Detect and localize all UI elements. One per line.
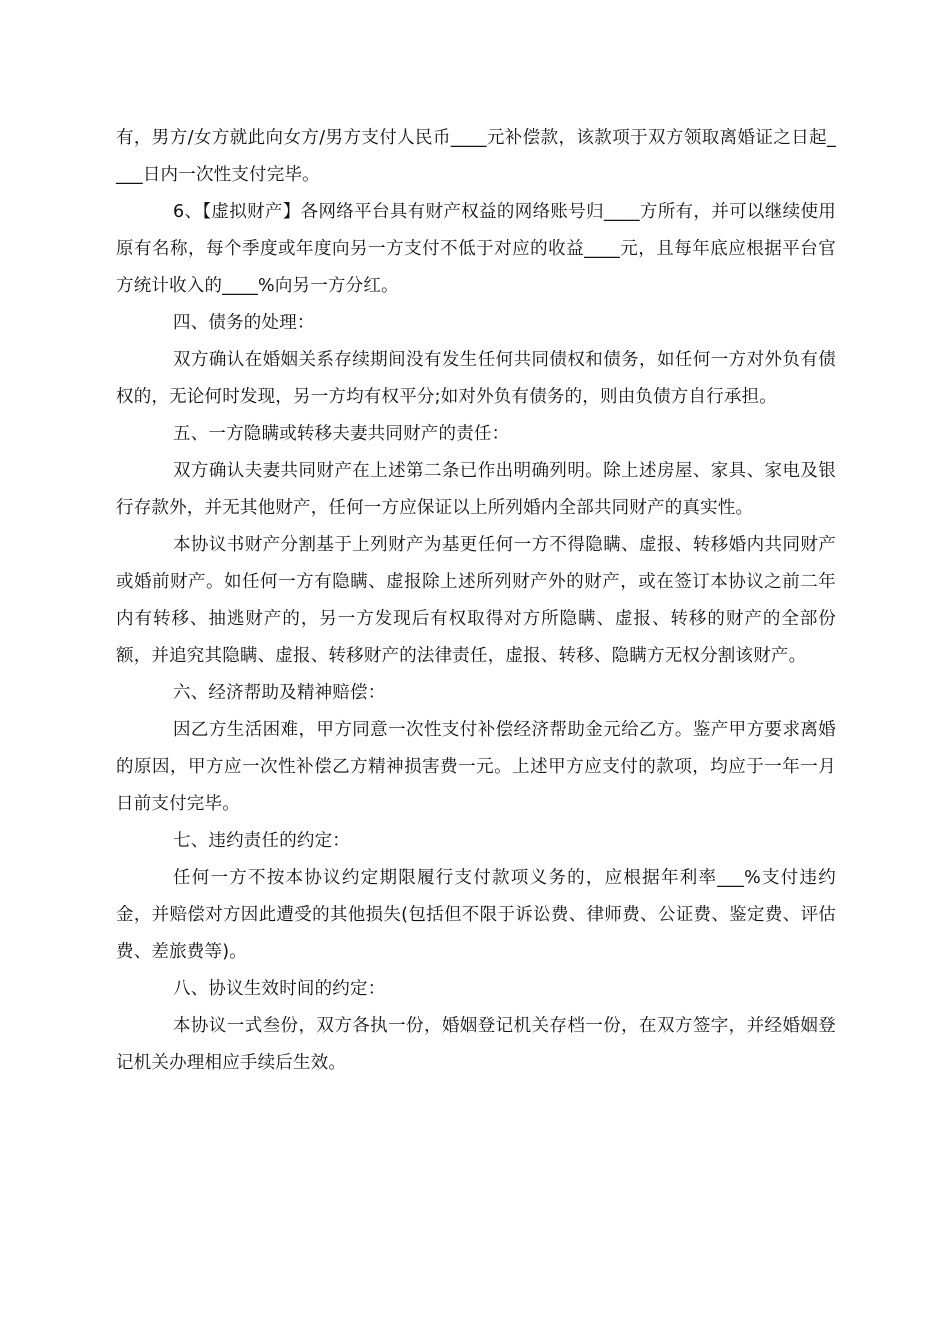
paragraph-concealment-consequences: 本协议书财产分割基于上列财产为基更任何一方不得隐瞒、虚报、转移婚内共同财产或婚前财产。如任何一方有隐瞒、虚报除上述所列财产外的财产，或在签订本协议之前二年内有转移、抽逃财产的，另一方发现后有权取得对方所隐瞒、虚报、转移的财产的全部份额，并追究其隐瞒、虚报、转移财产的法律责任，虚报、转移、隐瞒方无权分割该财产。 [116,535,836,666]
heading-economic-assistance: 六、经济帮助及精神赔偿： [173,683,386,703]
heading-breach-liability: 七、违约责任的约定： [173,831,350,851]
paragraph-compensation-continued: 有，男方/女方就此向女方/男方支付人民币____元补偿款，该款项于双方领取离婚证之日起____日内一次性支付完毕。 [116,128,836,185]
paragraph-breach-liability: 任何一方不按本协议约定期限履行支付款项义务的，应根据年利率___%支付违约金，并赔偿对方因此遭受的其他损失(包括但不限于诉讼费、律师费、公证费、鉴定费、评估费、差旅费等)。 [116,868,836,962]
paragraph-virtual-property: 6、【虚拟财产】各网络平台具有财产权益的网络账号归____方所有，并可以继续使用原有名称，每个季度或年度向另一方支付不低于对应的收益____元，且每年底应根据平台官方统计收入的____%向另一方分红。 [116,202,836,296]
document-body [116,120,836,1082]
paragraph-economic-assistance: 因乙方生活困难，甲方同意一次性支付补偿经济帮助金元给乙方。鉴产甲方要求离婚的原因，甲方应一次性补偿乙方精神损害费一元。上述甲方应支付的款项，均应于一年一月日前支付完毕。 [116,720,836,814]
paragraph-joint-property-confirmation: 双方确认夫妻共同财产在上述第二条已作出明确列明。除上述房屋、家具、家电及银行存款外，并无其他财产，任何一方应保证以上所列婚内全部共同财产的真实性。 [116,461,836,518]
paragraph-debt-handling: 双方确认在婚姻关系存续期间没有发生任何共同债权和债务，如任何一方对外负有债权的，无论何时发现，另一方均有权平分;如对外负有债务的，则由负债方自行承担。 [116,350,836,407]
heading-effective-time: 八、协议生效时间的约定： [173,979,386,999]
heading-concealment-liability: 五、一方隐瞒或转移夫妻共同财产的责任： [173,424,510,444]
paragraph-effective-time: 本协议一式叁份，双方各执一份，婚姻登记机关存档一份，在双方签字，并经婚姻登记机关办理相应手续后生效。 [116,1016,836,1073]
heading-debt-handling: 四、债务的处理： [173,313,315,333]
